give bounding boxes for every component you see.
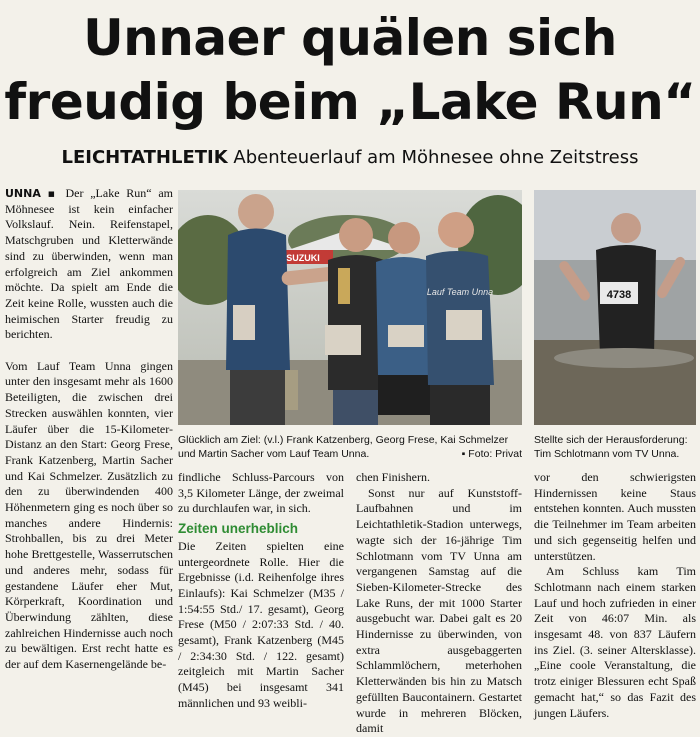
banner-sign-text: SUZUKI <box>286 253 320 263</box>
paragraph: findliche Schluss-Parcours von 3,5 Kilometer Länge, der zweimal zu durchlaufen war, in sich. <box>178 470 344 516</box>
dateline: UNNA <box>5 187 41 200</box>
paragraph: Vom Lauf Team Unna gingen unter den insgesamt mehr als 1600 Beteiligten, die zwischen drei Strecken auswählen konnten, vier Läufer über die 15-Kilometer-Distanz an den Start: Georg Frese, Frank Katzenberg, Martin Sacher und Kai Schmelzer. Zusätzlich zu den zu überwindenden 400 Höhenmetern ging es noch über so manches andere Hindernis: Strohballen, bis zu drei Meter hohe Brettgestelle, Wasserrutschen und anderes mehr, sodass für gestandene Läufer eher Mut, Körperkraft, Koordination und Überwindung zählten, diese zahlreichen Hindernisse auch noch zu bewältigen. Erst recht hatte es der auf dem Kasernengelände be- <box>5 358 173 672</box>
paragraph: Der „Lake Run“ am Möhnesee ist kein einfacher Volkslauf. Nein. Reifenstapel, Matschgruben und Kletterwände sind zu überwinden, wenn man erfolgreich am Ziel ankommen möchte. Da spielt am Ende die Zeit keine Rolle, wussten auch die heimischen Starter freudig zu berichten. <box>5 186 173 342</box>
photo-credit: ▪ Foto: Privat <box>461 448 522 460</box>
team-photo-caption <box>178 433 522 461</box>
headline-line-1: Unnaer quälen sich <box>83 9 617 67</box>
tim-schlotmann-photo-graphic <box>534 190 696 425</box>
article-column-2 <box>178 470 344 712</box>
article-column-3 <box>356 470 522 737</box>
article-column-4 <box>534 470 696 721</box>
tim-photo-caption: Stellte sich der Herausforderung: Tim Schlotmann vom TV Unna. <box>534 434 688 460</box>
paragraph: Am Schluss kam Tim Schlotmann nach einem starken Lauf und hoch zufrieden in einer Zeit von 46:07 Min. als insgesamt 48. von 837 Läufern ins Ziel. (3. seiner Altersklasse). „Eine coole Veranstaltung, die trotz einiger Blessuren echt Spaß gemacht hat,“ so das Fazit des jungen Läufers. <box>534 564 696 720</box>
paragraph: chen Finishern. <box>356 470 430 484</box>
subheadline-text: Abenteuerlauf am Möhnesee ohne Zeitstress <box>233 147 639 168</box>
section-kicker: LEICHTATHLETIK <box>61 147 228 168</box>
article-column-1 <box>5 186 173 673</box>
team-finish-photo-graphic <box>178 190 522 425</box>
paragraph: Die Zeiten spielten eine untergeordnete Rolle. Hier die Ergebnisse (i.d. Reihenfolge ihres Einlaufs): Kai Schmelzer (M35 / 1:54:55 Std./ 17. gesamt), Georg Frese (M50 / 2:07:33 Std. / 40. gesamt), Frank Katzenberg (M45 / 2:34:30 Std. / 122. gesamt) zeitgleich mit Martin Sacher (M45) bei insgesamt 341 männlichen und 93 weibli- <box>178 538 344 710</box>
team-finish-photo <box>178 190 522 425</box>
tim-schlotmann-photo <box>534 190 696 425</box>
section-subheading: Zeiten unerheblich <box>178 521 299 537</box>
caption-text: Glücklich am Ziel: (v.l.) Frank Katzenberg, Georg Frese, Kai Schmelzer und Martin Sacher vom Lauf Team Unna. <box>178 434 509 460</box>
paragraph: vor den schwierigsten Hindernissen keine Staus entstehen konnten. Auch mussten die Teilnehmer im Team arbeiten und sich gegenseitig helfen und unterstützen. <box>534 470 696 563</box>
bib-number-text: 4738 <box>606 289 632 301</box>
headline-line-2: freudig beim „Lake Run“ <box>4 73 696 131</box>
shirt-print-text: Lauf Team Unna <box>426 287 494 297</box>
paragraph: Sonst nur auf Kunststoff-Laufbahnen und im Leichtathletik-Stadion unterwegs, wagte sich der 16-jährige Tim Schlotmann vom TV Unna am vergangenen Samstag auf die Sieben-Kilometer-Strecke des Lake Runs, der mit 1000 Starter ausgebucht war. Dabei galt es 20 Hindernisse zu überwinden, von extra ausgebaggerten Schlammlöchern, meterhohen Kletterwänden bis hin zu Matsch gefüllten Baucontainern. Gestartet wurde in mehreren Blöcken, damit <box>356 485 522 736</box>
subheadline <box>0 146 700 170</box>
dateline-bullet: ▪ <box>47 187 59 200</box>
